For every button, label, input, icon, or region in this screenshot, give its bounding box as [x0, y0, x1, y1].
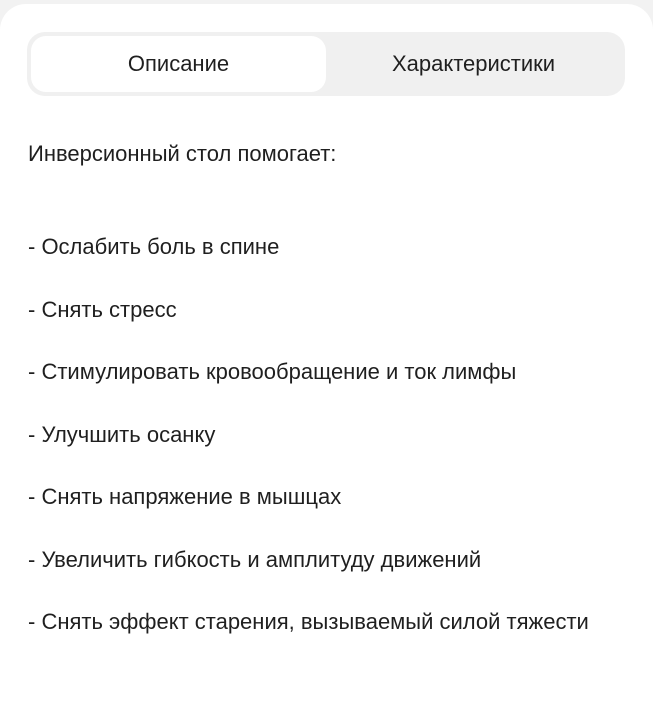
benefit-item: - Снять эффект старения, вызываемый силой тяжести	[28, 609, 589, 634]
benefit-item: - Снять стресс	[28, 296, 177, 322]
benefit-item: - Ослабить боль в спине	[28, 234, 280, 259]
tab-switcher	[27, 32, 625, 96]
tab-description-label: Описание	[127, 51, 230, 76]
product-description-card	[0, 4, 653, 714]
tab-characteristics[interactable]	[326, 36, 621, 92]
tab-characteristics-label: Характеристики	[391, 51, 556, 76]
benefit-item: - Стимулировать кровообращение и ток лимфы	[28, 359, 517, 384]
benefits-list	[28, 231, 608, 669]
benefit-item: - Улучшить осанку	[28, 421, 216, 447]
description-content	[28, 138, 608, 634]
description-intro: Инверсионный стол помогает:	[28, 141, 337, 166]
benefit-item: - Снять напряжение в мышцах	[28, 484, 342, 509]
tab-description[interactable]	[31, 36, 326, 92]
benefit-item: - Увеличить гибкость и амплитуду движений	[28, 546, 482, 572]
